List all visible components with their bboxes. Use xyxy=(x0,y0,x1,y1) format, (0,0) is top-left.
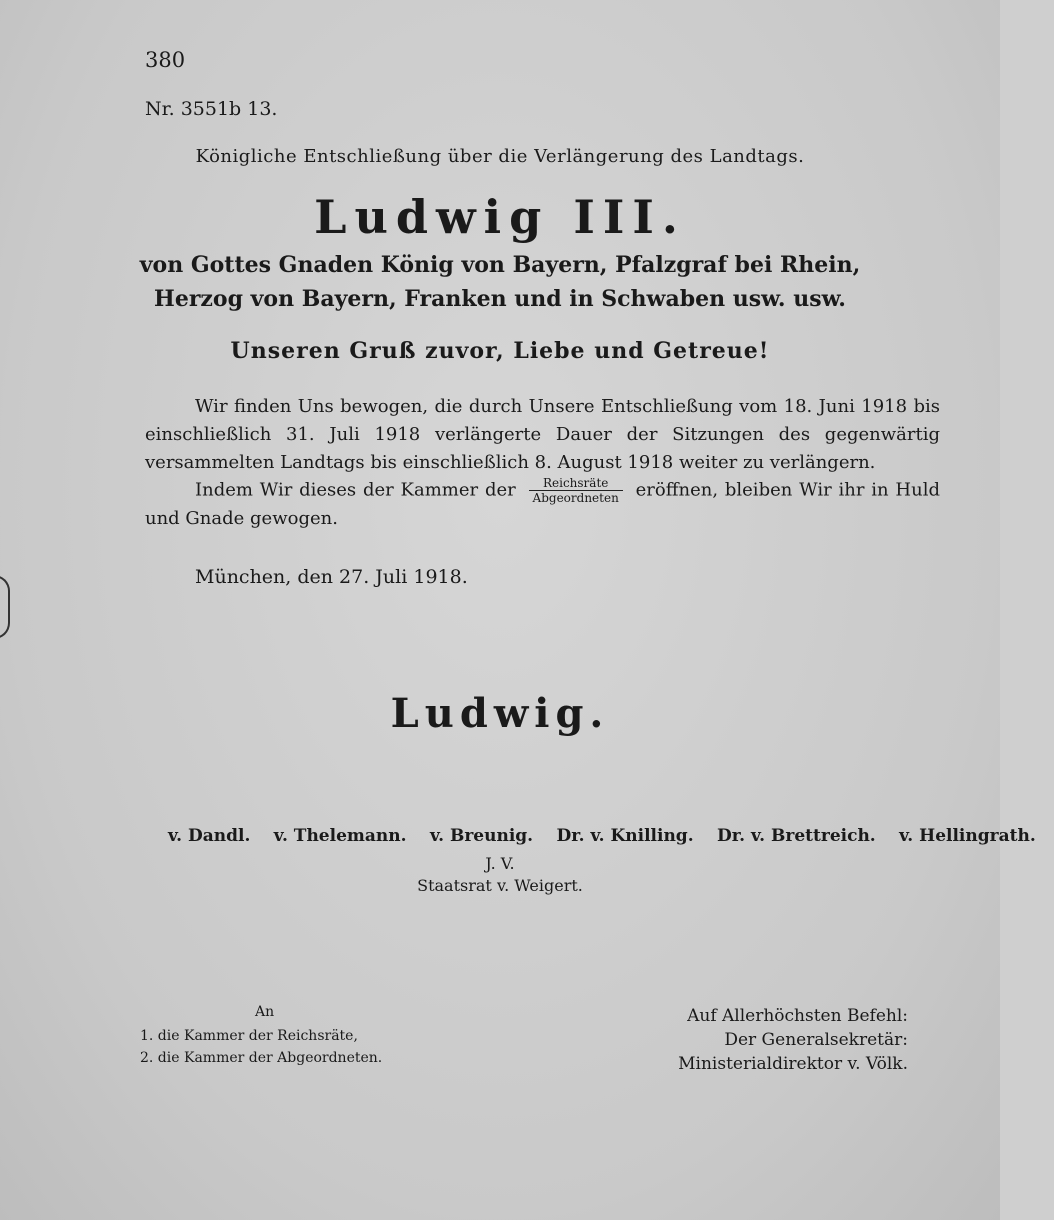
paragraph-2-before: Indem Wir dieses der Kammer der xyxy=(195,479,516,501)
minister-signature: v. Dandl. xyxy=(168,826,251,846)
place-and-date: München, den 27. Juli 1918. xyxy=(195,566,468,588)
addressee-item: 1. die Kammer der Reichsräte, xyxy=(140,1028,358,1044)
document-reference: Nr. 3551b 13. xyxy=(145,98,278,120)
minister-signature: Dr. v. Brettreich. xyxy=(717,826,876,846)
paragraph-2 xyxy=(145,476,940,533)
fraction-top: Reichsräte xyxy=(529,476,623,491)
royal-titles-line-2: Herzog von Bayern, Franken und in Schwaben usw. usw. xyxy=(154,286,846,312)
fraction-bottom: Abgeordneten xyxy=(532,491,619,505)
command-line: Ministerialdirektor v. Völk. xyxy=(678,1054,908,1074)
minister-signature: v. Thelemann. xyxy=(273,826,407,846)
document-heading: Königliche Entschließung über die Verlängerung des Landtags. xyxy=(195,146,805,167)
minister-signatures xyxy=(168,826,1054,846)
royal-titles-line-1: von Gottes Gnaden König von Bayern, Pfalzgraf bei Rhein, xyxy=(139,252,861,278)
state-council-signature: Staatsrat v. Weigert. xyxy=(417,876,583,895)
paragraph-1: Wir finden Uns bewogen, die durch Unsere Entschließung vom 18. Juni 1918 bis einschließlich 31. Juli 1918 verlängerte Dauer der Sitzungen des gegenwärtig versammelten Landtags bis einschließlich 8. August 1918 weiter zu verlängern. xyxy=(145,396,940,473)
minister-signature: Dr. v. Knilling. xyxy=(556,826,694,846)
king-name: Ludwig III. xyxy=(314,190,686,244)
minister-signature: v. Hellingrath. xyxy=(899,826,1036,846)
minister-signature: v. Breunig. xyxy=(429,826,534,846)
page-number: 380 xyxy=(145,48,186,72)
command-block xyxy=(678,1004,908,1076)
chamber-fraction xyxy=(529,476,623,505)
greeting: Unseren Gruß zuvor, Liebe und Getreue! xyxy=(230,338,770,364)
addressee-item: 2. die Kammer der Abgeordneten. xyxy=(140,1050,383,1066)
paragraph-2-after: eröffnen, bleiben Wir ihr in Huld und Gnade gewogen. xyxy=(145,479,940,529)
binding-mark xyxy=(0,575,10,639)
addressee-heading: An xyxy=(255,1004,275,1020)
command-line: Der Generalsekretär: xyxy=(724,1030,908,1050)
royal-signature: Ludwig. xyxy=(390,690,610,737)
command-line: Auf Allerhöchsten Befehl: xyxy=(687,1006,908,1026)
proxy-note: J. V. xyxy=(485,854,515,873)
